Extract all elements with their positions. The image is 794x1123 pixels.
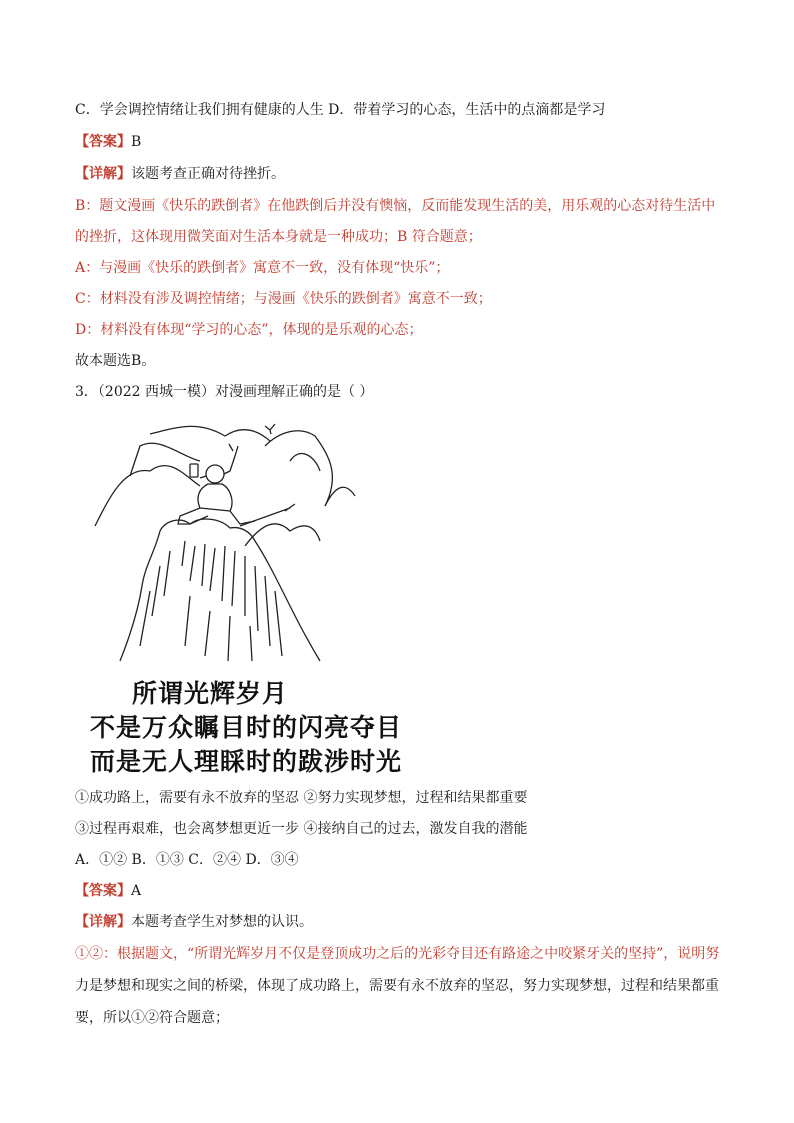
answer-tag: 【答案】 bbox=[75, 883, 131, 899]
comic-illustration bbox=[90, 416, 403, 786]
explain-12-line1: ①②：根据题文，“所谓光辉岁月不仅是登顶成功之后的光彩夺目还有路途之中咬紧牙关的坚持”，说明努 bbox=[75, 946, 720, 962]
question-3: 3．（2022 西城一模）对漫画理解正确的是（ ） bbox=[75, 384, 374, 400]
comic-caption-line2: 不是万众瞩目时的闪亮夺目 bbox=[90, 713, 403, 742]
answer-choices: A．①② B．①③ C．②④ D．③④ bbox=[75, 852, 299, 868]
conclusion: 故本题选B。 bbox=[75, 353, 156, 369]
options-1-2: ①成功路上，需要有永不放弃的坚忍 ②努力实现梦想，过程和结果都重要 bbox=[75, 790, 528, 806]
detail-text: 本题考查学生对梦想的认识。 bbox=[131, 914, 313, 930]
explain-b-line2: 的挫折，这体现用微笑面对生活本身就是一种成功；B 符合题意； bbox=[75, 229, 482, 245]
detail-tag: 【详解】 bbox=[75, 914, 131, 930]
explain-d: D：材料没有体现“学习的心态”，体现的是乐观的心态； bbox=[75, 322, 423, 338]
answer-1 bbox=[75, 132, 141, 152]
answer-value: B bbox=[131, 134, 142, 150]
detail-tag: 【详解】 bbox=[75, 166, 131, 182]
options-3-4: ③过程再艰难，也会离梦想更近一步 ④接纳自己的过去，激发自我的潜能 bbox=[75, 821, 528, 837]
explain-12-line2: 力是梦想和现实之间的桥梁，体现了成功路上，需要有永不放弃的坚忍，努力实现梦想，过程和结果都重 bbox=[75, 978, 719, 994]
comic-caption-line1: 所谓光辉岁月 bbox=[132, 679, 289, 708]
answer-tag: 【答案】 bbox=[75, 134, 131, 150]
answer-2 bbox=[75, 881, 141, 901]
explain-c: C：材料没有涉及调控情绪；与漫画《快乐的跌倒者》寓意不一致； bbox=[75, 291, 492, 307]
explain-12-line3: 要，所以①②符合题意； bbox=[75, 1010, 229, 1026]
explain-b-line1: B：题文漫画《快乐的跌倒者》在他跌倒后并没有懊恼，反而能发现生活的美，用乐观的心态对待生活中 bbox=[75, 198, 716, 214]
comic-caption-line3: 而是无人理睬时的跋涉时光 bbox=[90, 747, 403, 776]
explain-a: A：与漫画《快乐的跌倒者》寓意不一致，没有体现“快乐”； bbox=[75, 260, 450, 276]
detail-text: 该题考查正确对待挫折。 bbox=[131, 166, 285, 182]
option-c-d: C．学会调控情绪让我们拥有健康的人生 D．带着学习的心态，生活中的点滴都是学习 bbox=[75, 102, 606, 118]
answer-value: A bbox=[131, 883, 142, 899]
detail-1 bbox=[75, 164, 285, 184]
mountain-comic-image bbox=[90, 416, 370, 666]
detail-2 bbox=[75, 912, 313, 932]
